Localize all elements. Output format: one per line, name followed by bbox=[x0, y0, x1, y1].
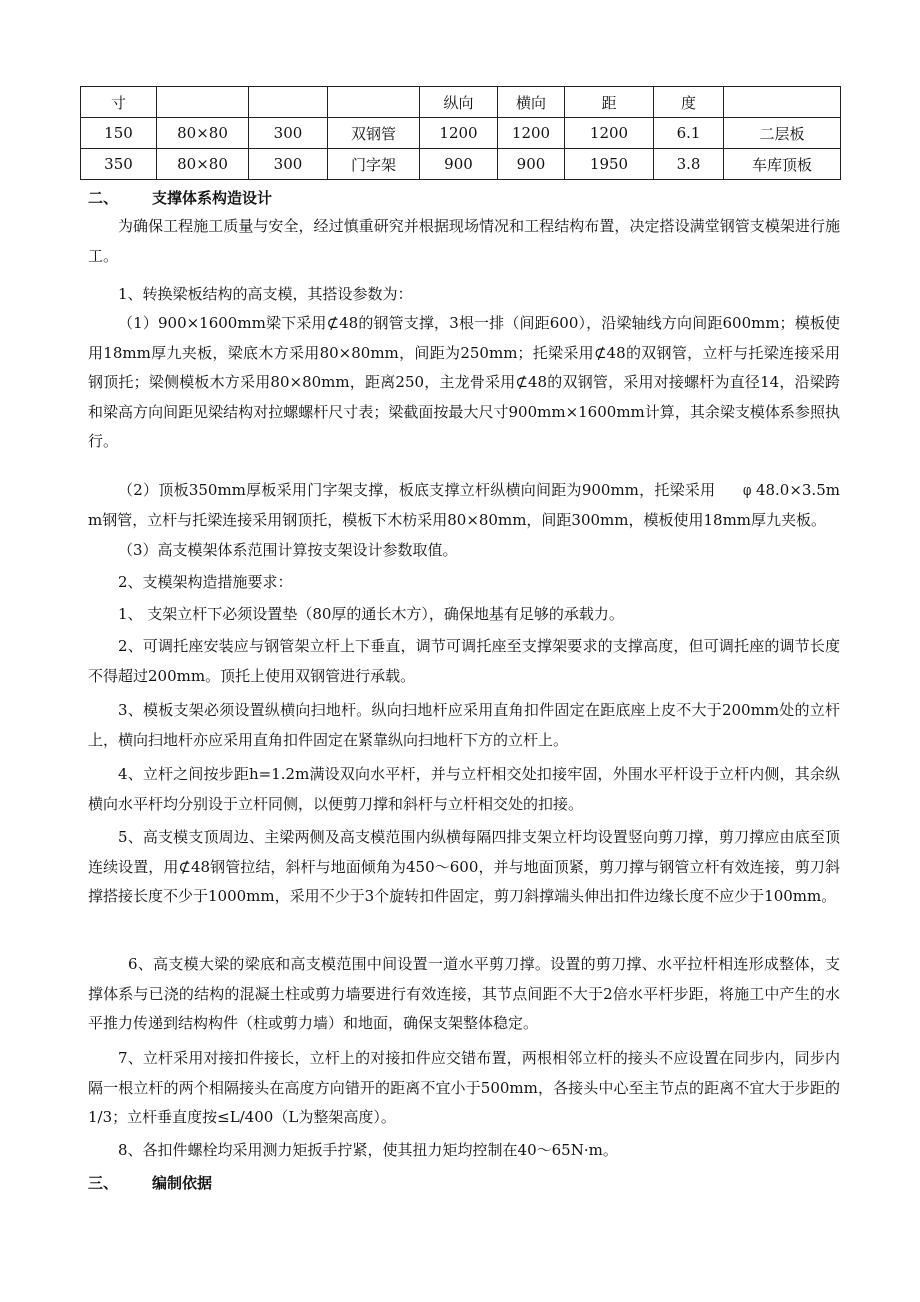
table-cell bbox=[249, 87, 328, 118]
table-row bbox=[81, 149, 841, 180]
requirement-2: 2、可调托座安装应与钢管架立杆上下垂直，调节可调托座至支撑架要求的支撑高度，但可调托座的调节长度不得超过200mm。顶托上使用双钢管进行承载。 bbox=[88, 637, 840, 685]
table-cell: 二层板 bbox=[724, 118, 841, 149]
table-cell bbox=[157, 87, 249, 118]
parameter-table bbox=[80, 86, 841, 180]
item-1-1-paragraph: （1）900×1600mm梁下采用⊄48的钢管支撑，3根一排（间距600），沿梁轴线方向间距600mm；模板使用18mm厚九夹板，梁底木方采用80×80mm，间距为250mm；托梁采用⊄48的双钢管，立杆与托梁连接采用钢顶托；梁侧模板木方采用80×80mm，距离250，主龙骨采用⊄48的双钢管，采用对接螺杆为直径14，沿梁跨和梁高方向间距见梁结构对拉螺螺杆尺寸表；梁截面按最大尺寸900mm×1600mm计算，其余梁支模体系参照执行。 bbox=[88, 314, 840, 450]
requirement-7: 7、立杆采用对接扣件接长，立杆上的对接扣件应交错布置，两根相邻立杆的接头不应设置在同步内，同步内隔一根立杆的两个相隔接头在高度方向错开的距离不宜小于500mm，各接头中心至主节点的距离不宜大于步距的1/3；立杆垂直度按≤L/400（L为整架高度）。 bbox=[88, 1049, 840, 1126]
section-title: 编制依据 bbox=[152, 1174, 213, 1192]
intro-paragraph: 为确保工程施工质量与安全，经过慎重研究并根据现场情况和工程结构布置，决定搭设满堂钢管支模架进行施工。 bbox=[88, 217, 840, 265]
table-cell: 横向 bbox=[498, 87, 565, 118]
table-cell: 900 bbox=[498, 149, 565, 180]
item-1-heading: 1、转换梁板结构的高支模，其搭设参数为： bbox=[118, 285, 413, 303]
requirement-3: 3、模板支架必须设置纵横向扫地杆。纵向扫地杆应采用直角扣件固定在距底座上皮不大于200mm处的立杆上，横向扫地杆亦应采用直角扣件固定在紧靠纵向扫地杆下方的立杆上。 bbox=[88, 701, 840, 749]
table-cell: 300 bbox=[249, 118, 328, 149]
table-cell bbox=[724, 87, 841, 118]
table-row bbox=[81, 87, 841, 118]
requirement-4: 4、立杆之间按步距h=1.2m满设双向水平杆，并与立杆相交处扣接牢固，外围水平杆设于立杆内侧，其余纵横向水平杆均分别设于立杆同侧，以便剪刀撑和斜杆与立杆相交处的扣接。 bbox=[88, 765, 840, 813]
item-1-2-paragraph bbox=[88, 476, 840, 535]
table-cell: 6.1 bbox=[654, 118, 724, 149]
item-1-2-text-a: （2）顶板350mm厚板采用门字架支撑，板底支撑立杆纵横向间距为900mm，托梁采用 bbox=[118, 481, 716, 499]
table-cell: 1200 bbox=[498, 118, 565, 149]
table-cell: 350 bbox=[81, 149, 157, 180]
table-cell: 距 bbox=[565, 87, 654, 118]
section-title: 支撑体系构造设计 bbox=[152, 189, 273, 207]
table-cell: 1200 bbox=[420, 118, 498, 149]
item-2-heading: 2、支模架构造措施要求： bbox=[118, 573, 293, 591]
table-cell: 双钢管 bbox=[328, 118, 420, 149]
table-cell: 度 bbox=[654, 87, 724, 118]
requirement-5: 5、高支模支顶周边、主梁两侧及高支模范围内纵横每隔四排支架立杆均设置竖向剪刀撑，剪刀撑应由底至顶连续设置，用⊄48钢管拉结，斜杆与地面倾角为450～600，并与地面顶紧，剪刀撑与钢管立杆有效连接，剪刀斜撑搭接长度不少于1000mm，采用不少于3个旋转扣件固定，剪刀斜撑端头伸出扣件边缘长度不应少于100mm。 bbox=[88, 828, 840, 905]
table-cell: 1200 bbox=[565, 118, 654, 149]
section-number: 三、 bbox=[88, 1174, 119, 1192]
table-cell: 150 bbox=[81, 118, 157, 149]
table-row bbox=[81, 118, 841, 149]
section-heading-2 bbox=[88, 187, 272, 208]
table-cell: 900 bbox=[420, 149, 498, 180]
table-cell: 300 bbox=[249, 149, 328, 180]
section-number: 二、 bbox=[88, 189, 119, 207]
table-cell: 80×80 bbox=[157, 149, 249, 180]
section-heading-3 bbox=[88, 1172, 212, 1193]
table-cell: 寸 bbox=[81, 87, 157, 118]
item-1-2-text-b: 48.0×3.5mm钢管，立杆与托梁连接采用钢顶托，模板下木枋采用80×80mm，间距300mm，模板使用18mm厚九夹板。 bbox=[88, 481, 840, 529]
requirement-6: 6、高支模大梁的梁底和高支模范围中间设置一道水平剪刀撑。设置的剪刀撑、水平拉杆相连形成整体，支撑体系与已浇的结构的混凝土柱或剪力墙要进行有效连接，其节点间距不大于2倍水平杆步距，将施工中产生的水平推力传递到结构构件（柱或剪力墙）和地面，确保支架整体稳定。 bbox=[88, 955, 840, 1032]
table-cell: 纵向 bbox=[420, 87, 498, 118]
table-cell: 3.8 bbox=[654, 149, 724, 180]
requirement-8: 8、各扣件螺栓均采用测力矩扳手拧紧，使其扭力矩均控制在40～65N·m。 bbox=[118, 1141, 618, 1159]
table-cell bbox=[328, 87, 420, 118]
table-cell: 门字架 bbox=[328, 149, 420, 180]
table-cell: 1950 bbox=[565, 149, 654, 180]
phi-diameter-icon: φ bbox=[743, 481, 752, 499]
item-1-3-paragraph: （3）高支模架体系范围计算按支架设计参数取值。 bbox=[118, 541, 458, 559]
table-cell: 80×80 bbox=[157, 118, 249, 149]
requirement-1: 1、 支架立杆下必须设置垫（80厚的通长木方），确保地基有足够的承载力。 bbox=[118, 605, 624, 623]
table-cell: 车库顶板 bbox=[724, 149, 841, 180]
